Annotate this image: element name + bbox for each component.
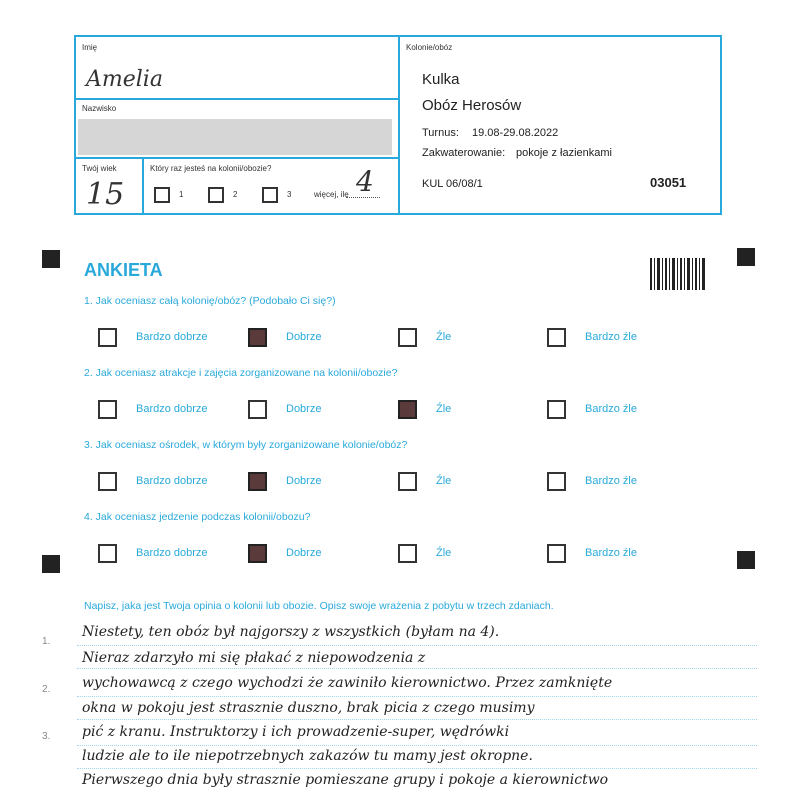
question-3-option-label-2: Dobrze [286, 475, 322, 487]
times-option-3: 3 [287, 190, 292, 199]
age-label: Twój wiek [82, 164, 117, 173]
question-3-checkbox-2[interactable] [248, 472, 267, 491]
question-3-checkbox-1[interactable] [98, 472, 117, 491]
times-checkbox-1[interactable] [154, 187, 170, 203]
ruled-line [77, 768, 757, 769]
ruled-line [77, 645, 757, 646]
ruled-line [77, 668, 757, 669]
handwritten-line-2: Nieraz zdarzyło mi się płakać z niepowodzenia z [82, 650, 426, 666]
handwritten-line-7: Pierwszego dnia były strasznie pomieszane grupy i pokoje a kierownictwo [82, 772, 609, 788]
last-name-label: Nazwisko [82, 104, 117, 113]
turn-label: Turnus: [422, 127, 459, 139]
header-box [74, 35, 722, 215]
question-2-option-label-1: Bardzo dobrze [136, 403, 208, 415]
header-divider-age [76, 157, 398, 159]
question-2-checkbox-1[interactable] [98, 400, 117, 419]
question-3-option-label-3: Źle [436, 475, 452, 487]
question-4-text: 4. Jak oceniasz jedzenie podczas kolonii/obozu? [84, 511, 311, 523]
form-number: 03051 [650, 175, 687, 190]
camp-subtitle: Obóz Herosów [422, 97, 522, 114]
handwritten-line-4: okna w pokoju jest strasznie duszno, brak picia z czego musimy [82, 700, 535, 716]
question-3-option-label-1: Bardzo dobrze [136, 475, 208, 487]
question-2-option-label-4: Bardzo źle [585, 403, 637, 415]
camp-label: Kolonie/obóz [406, 43, 453, 52]
question-2-text: 2. Jak oceniasz atrakcje i zajęcia zorganizowane na kolonii/obozie? [84, 367, 398, 379]
question-4-checkbox-3[interactable] [398, 544, 417, 563]
handwritten-line-3: wychowawcą z czego wychodzi że zawiniło kierownictwo. Przez zamknięte [82, 675, 613, 691]
header-divider-vertical [398, 37, 400, 215]
registration-marker-top-right [737, 248, 755, 266]
question-2-checkbox-3[interactable] [398, 400, 417, 419]
handwritten-line-5: pić z kranu. Instruktorzy i ich prowadzenie-super, wędrówki [82, 724, 510, 740]
question-1-checkbox-3[interactable] [398, 328, 417, 347]
question-2-checkbox-4[interactable] [547, 400, 566, 419]
question-4-option-label-2: Dobrze [286, 547, 322, 559]
times-more-label: więcej, ile [314, 190, 349, 199]
question-1-text: 1. Jak oceniasz całą kolonię/obóz? (Podobało Ci się?) [84, 295, 336, 307]
line-number-1: 1. [42, 636, 51, 647]
times-checkbox-2[interactable] [208, 187, 224, 203]
age-value[interactable]: 15 [86, 177, 125, 212]
question-4-checkbox-1[interactable] [98, 544, 117, 563]
handwritten-line-6: ludzie ale to ile niepotrzebnych zakazów tu mamy jest okropne. [82, 748, 533, 764]
question-3-option-label-4: Bardzo źle [585, 475, 637, 487]
camp-name: Kulka [422, 71, 460, 88]
registration-marker-bottom-left [42, 555, 60, 573]
question-1-option-label-1: Bardzo dobrze [136, 331, 208, 343]
accommodation-value: pokoje z łazienkami [516, 147, 612, 159]
redacted-last-name [78, 119, 392, 155]
header-divider-age-vertical [142, 157, 144, 215]
survey-title: ANKIETA [84, 260, 163, 280]
accommodation-label: Zakwaterowanie: [422, 147, 506, 159]
question-1-option-label-4: Bardzo źle [585, 331, 637, 343]
question-1-checkbox-4[interactable] [547, 328, 566, 347]
turn-value: 19.08-29.08.2022 [472, 127, 559, 139]
question-1-option-label-3: Źle [436, 331, 452, 343]
question-2-option-label-2: Dobrze [286, 403, 322, 415]
question-1-checkbox-2[interactable] [248, 328, 267, 347]
question-4-option-label-4: Bardzo źle [585, 547, 637, 559]
ruled-line [77, 719, 757, 720]
question-4-checkbox-2[interactable] [248, 544, 267, 563]
line-number-2: 2. [42, 684, 51, 695]
times-checkbox-3[interactable] [262, 187, 278, 203]
barcode-icon [650, 258, 706, 290]
question-2-checkbox-2[interactable] [248, 400, 267, 419]
question-3-checkbox-4[interactable] [547, 472, 566, 491]
header-divider-name [76, 98, 398, 100]
times-option-2: 2 [233, 190, 238, 199]
times-option-1: 1 [179, 190, 184, 199]
first-name-value[interactable]: Amelia [86, 67, 163, 92]
question-4-option-label-3: Źle [436, 547, 452, 559]
question-1-option-label-2: Dobrze [286, 331, 322, 343]
question-3-text: 3. Jak oceniasz ośrodek, w którym były zorganizowane kolonie/obóz? [84, 439, 408, 451]
question-4-checkbox-4[interactable] [547, 544, 566, 563]
camp-code: KUL 06/08/1 [422, 178, 483, 190]
times-more-value[interactable]: 4 [356, 165, 374, 198]
question-1-checkbox-1[interactable] [98, 328, 117, 347]
opinion-prompt: Napisz, jaka jest Twoja opinia o kolonii lub obozie. Opisz swoje wrażenia z pobytu w trzech zdaniach. [84, 600, 554, 612]
registration-marker-top-left [42, 250, 60, 268]
question-4-option-label-1: Bardzo dobrze [136, 547, 208, 559]
registration-marker-bottom-right [737, 551, 755, 569]
first-name-label: Imię [82, 43, 98, 52]
question-2-option-label-3: Źle [436, 403, 452, 415]
ruled-line [77, 696, 757, 697]
handwritten-line-1: Niestety, ten obóz był najgorszy z wszystkich (byłam na 4). [82, 624, 500, 640]
ruled-line [77, 745, 757, 746]
times-label: Który raz jesteś na kolonii/obozie? [150, 164, 272, 173]
question-3-checkbox-3[interactable] [398, 472, 417, 491]
line-number-3: 3. [42, 731, 51, 742]
